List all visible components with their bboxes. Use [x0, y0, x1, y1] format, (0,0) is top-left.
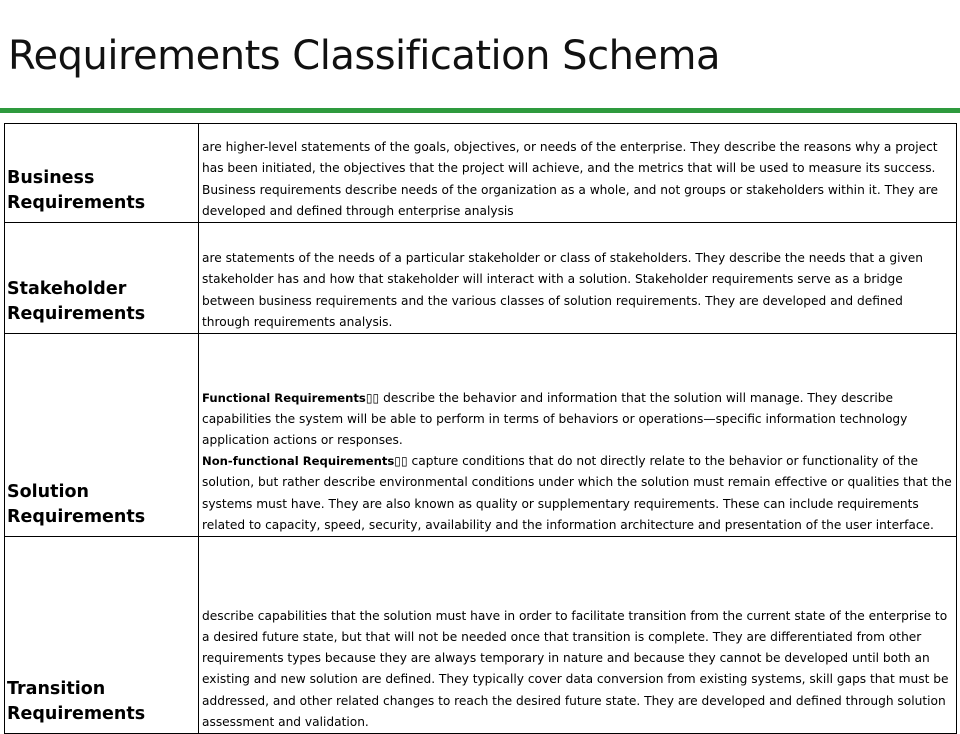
- table-row-solution: [5, 334, 957, 537]
- requirement-type-name: Business Requirements: [5, 124, 199, 223]
- functional-requirements-term: Functional Requirements: [202, 390, 366, 405]
- table-row-stakeholder: [5, 223, 957, 334]
- nonfunctional-requirements-marker: ▯▯: [394, 454, 408, 469]
- requirement-type-description: [199, 334, 957, 537]
- requirements-table: [4, 123, 957, 734]
- slide-title: Requirements Classification Schema: [8, 33, 721, 79]
- requirement-type-description: are higher-level statements of the goals, objectives, or needs of the enterprise. They describe the reasons why a project has been initiated, the objectives that the project will achieve, and the metrics that will be used to measure its success. Business requirements describe needs of the organization as a whole, and not groups or stakeholders within it. They are developed and defined through enterprise analysis: [199, 124, 957, 223]
- table-row-transition: [5, 537, 957, 734]
- functional-requirements-marker: ▯▯: [365, 390, 380, 405]
- requirement-type-description: describe capabilities that the solution must have in order to facilitate transition from the current state of the enterprise to a desired future state, but that will not be needed once that transition is complete. They are differentiated from other requirements types because they are always temporary in nature and because they cannot be developed until both an existing and new solution are defined. They typically cover data conversion from existing systems, skill gaps that must be addressed, and other related changes to reach the desired future state. They are developed and defined through solution assessment and validation.: [199, 537, 957, 734]
- nonfunctional-requirements-paragraph: [202, 451, 953, 536]
- requirement-type-description: are statements of the needs of a particular stakeholder or class of stakeholders. They describe the needs that a given stakeholder has and how that stakeholder will interact with a solution. Stakeholder requirements serve as a bridge between business requirements and the various classes of solution requirements. They are developed and defined through requirements analysis.: [199, 223, 957, 334]
- functional-requirements-text: describe the behavior and information that the solution will manage. They describe capabilities the system will be able to perform in terms of behaviors or operations—specific information technology application actions or responses.: [202, 390, 908, 447]
- table-row-business: [5, 124, 957, 223]
- nonfunctional-requirements-term: Non-functional Requirements: [202, 454, 395, 469]
- functional-requirements-paragraph: [202, 388, 953, 452]
- requirement-type-name: Stakeholder Requirements: [5, 223, 199, 334]
- nonfunctional-requirements-text: capture conditions that do not directly relate to the behavior or functionality of the solution, but rather describe environmental conditions under which the solution must remain effective or qualities that the systems must have. They are also known as quality or supplementary requirements. These can include requirements related to capacity, speed, security, availability and the information architecture and presentation of the user interface.: [202, 454, 952, 532]
- requirement-type-name: Transition Requirements: [5, 537, 199, 734]
- title-divider: [0, 108, 960, 113]
- requirement-type-name: Solution Requirements: [5, 334, 199, 537]
